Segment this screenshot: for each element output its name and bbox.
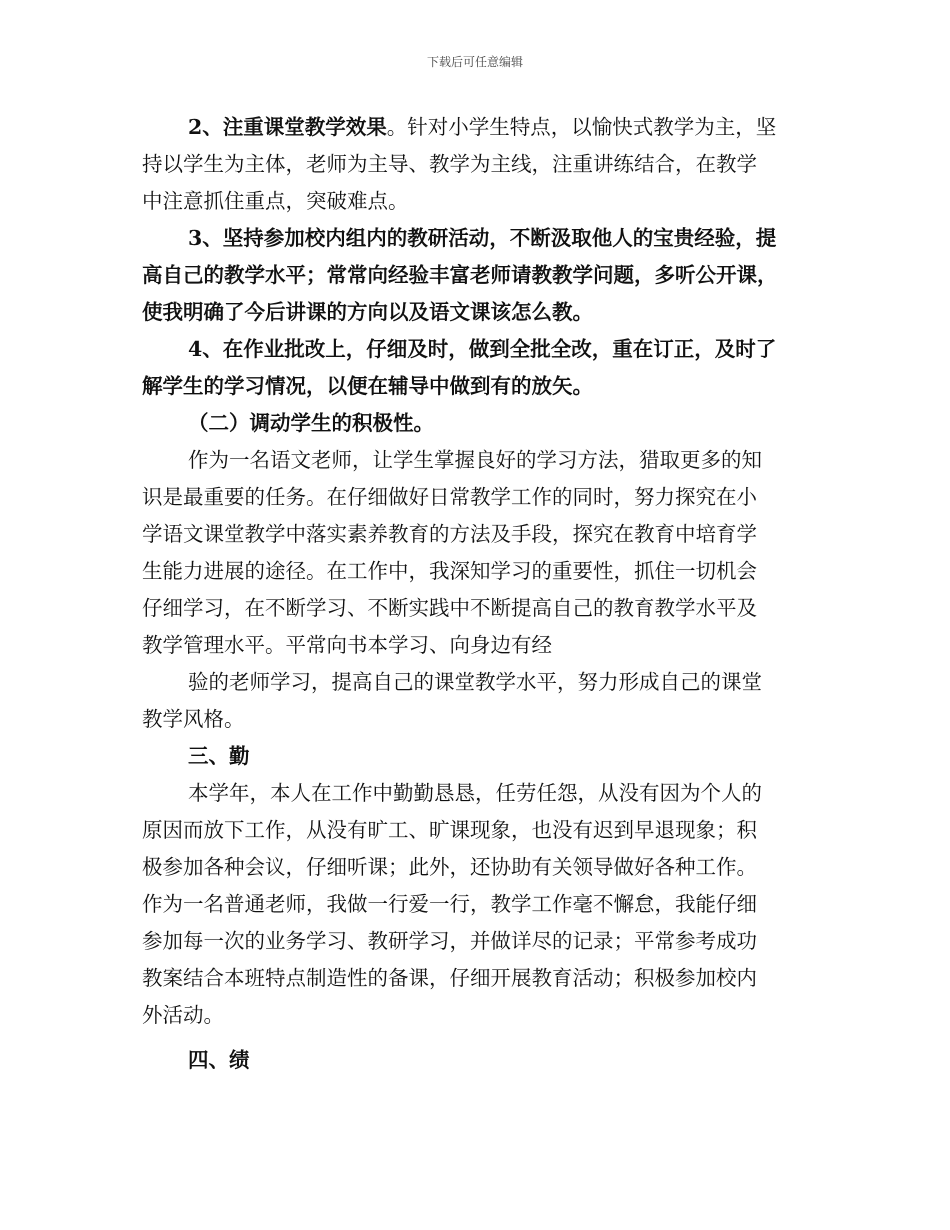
bold-paragraph-line: 解学生的学习情况，以便在辅导中做到有的放矢。 [142, 374, 593, 398]
paragraph-line: 作为一名语文老师，让学生掌握良好的学习方法，猎取更多的知 [188, 448, 762, 472]
subsection-heading: （二）调动学生的积极性。 [188, 411, 434, 435]
paragraph-line: 中注意抓住重点，突破难点。 [142, 189, 409, 213]
paragraph-line: 学语文课堂教学中落实素养教育的方法及手段，探究在教育中培育学 [142, 522, 757, 546]
line-text: 。针对小学生特点，以愉快式教学为主，坚 [386, 115, 777, 139]
paragraph-line: 教学管理水平。平常向书本学习、向身边有经 [142, 633, 552, 657]
paragraph-line: 作为一名普通老师，我做一行爱一行，教学工作毫不懈怠，我能仔细 [142, 892, 757, 916]
paragraph-line: 验的老师学习，提高自己的课堂教学水平，努力形成自己的课堂 [188, 670, 762, 694]
paragraph-line: 外活动。 [142, 1003, 224, 1027]
bold-paragraph-line: 3、坚持参加校内组内的教研活动，不断汲取他人的宝贵经验，提 [188, 226, 777, 250]
bold-paragraph-line: 高自己的教学水平；常常向经验丰富老师请教教学问题，多听公开课， [142, 263, 778, 287]
bold-lead-in: 2、注重课堂教学效果 [188, 115, 387, 139]
paragraph-line: 参加每一次的业务学习、教研学习，并做详尽的记录；平常参考成功 [142, 929, 757, 953]
bold-paragraph-line: 4、在作业批改上，仔细及时，做到全批全改，重在订正，及时了 [188, 337, 777, 361]
paragraph-line: 教学风格。 [142, 707, 245, 731]
page-header: 下载后可任意编辑 [426, 55, 523, 69]
paragraph-line: 生能力进展的途径。在工作中，我深知学习的重要性，抓住一切机会 [142, 559, 757, 583]
paragraph-line: 极参加各种会议，仔细听课；此外，还协助有关领导做好各种工作。 [142, 855, 757, 879]
paragraph-line: 教案结合本班特点制造性的备课，仔细开展教育活动；积极参加校内 [142, 966, 757, 990]
paragraph-line: 原因而放下工作，从没有旷工、旷课现象，也没有迟到早退现象；积 [142, 818, 757, 842]
paragraph-line: 识是最重要的任务。在仔细做好日常教学工作的同时，努力探究在小 [142, 485, 757, 509]
section-heading: 三、勤 [188, 744, 250, 768]
section-heading: 四、绩 [188, 1048, 250, 1072]
paragraph-line: 仔细学习，在不断学习、不断实践中不断提高自己的教育教学水平及 [142, 596, 757, 620]
bold-paragraph-line: 使我明确了今后讲课的方向以及语文课该怎么教。 [142, 300, 593, 324]
document-body [142, 109, 822, 1079]
paragraph-line [142, 109, 822, 146]
paragraph-line: 持以学生为主体，老师为主导、教学为主线，注重讲练结合，在教学 [142, 152, 757, 176]
paragraph-line: 本学年，本人在工作中勤勤恳恳，任劳任怨，从没有因为个人的 [188, 781, 762, 805]
